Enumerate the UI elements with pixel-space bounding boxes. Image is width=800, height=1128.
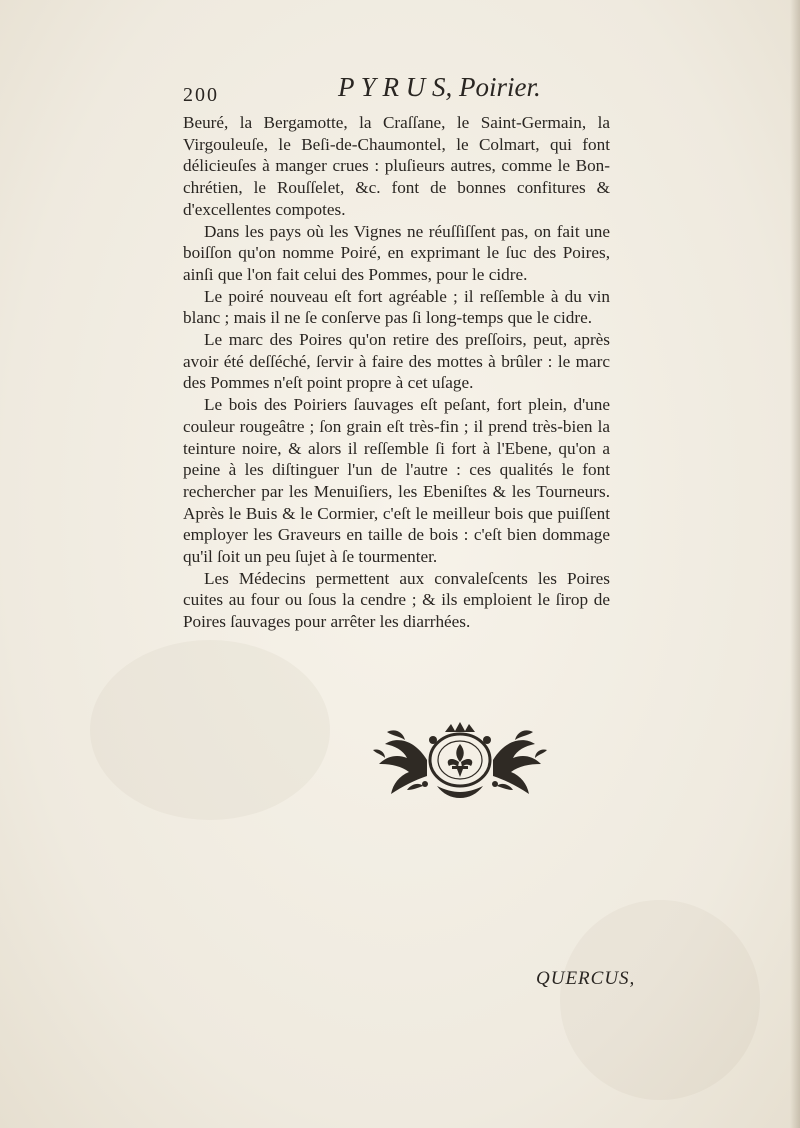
body-text xyxy=(183,112,610,633)
paragraph: Le bois des Poiriers ſauvages eſt peſant, fort plein, d'une couleur rougeâtre ; ſon grain eſt très-fin ; il prend très-bien la teinture noire, & alors il reſſemble ſi fort à l'Ebene, qu'on a peine à les diſtinguer l'un de l'autre : ces qualités le font rechercher par les Menuiſiers, les Ebeniſtes & les Tourneurs. Après le Buis & le Cormier, c'eſt le meilleur bois que puiſſent employer les Graveurs en taille de bois : c'eſt bien dommage qu'il ſoit un peu ſujet à ſe tourmenter. xyxy=(183,395,610,567)
catchword: QUERCUS, xyxy=(536,968,636,989)
paragraph: Le poiré nouveau eſt fort agréable ; il reſſemble à du vin blanc ; mais il ne ſe conſerve pas ſi long-temps que le cidre. xyxy=(183,286,610,328)
paragraph: Dans les pays où les Vignes ne réuſſiſſent pas, on fait une boiſſon qu'on nomme Poiré, en exprimant le ſuc des Poires, ainſi que l'on fait celui des Pommes, pour le cidre. xyxy=(183,221,610,284)
paper-stain xyxy=(90,640,330,820)
paragraph: Les Médecins permettent aux convaleſcents les Poires cuites au four ou ſous la cendre ; & ils emploient le ſirop de Poires ſauvages pour arrêter les diarrhées. xyxy=(183,568,610,632)
paper-stain xyxy=(560,900,760,1100)
page-number: 200 xyxy=(183,84,219,106)
running-head xyxy=(183,72,613,106)
page-edge-shadow xyxy=(790,0,800,1128)
paragraph: Le marc des Poires qu'on retire des preſſoirs, peut, après avoir été deſſéché, ſervir à faire des mottes à brûler : le marc des Pommes n'eſt point propre à cet uſage. xyxy=(183,330,610,393)
paragraph: Beuré, la Bergamotte, la Craſſane, le Saint-Germain, la Virgouleuſe, le Beſi-de-Chaumontel, le Colmart, qui font délicieuſes à manger crues : pluſieurs autres, comme le Bon-chrétien, le Rouſſelet, &c. font de bonnes confitures & d'excellentes compotes. xyxy=(183,113,610,219)
fleuron-ornament-icon xyxy=(367,720,553,802)
running-title: P Y R U S, Poirier. xyxy=(338,72,541,102)
